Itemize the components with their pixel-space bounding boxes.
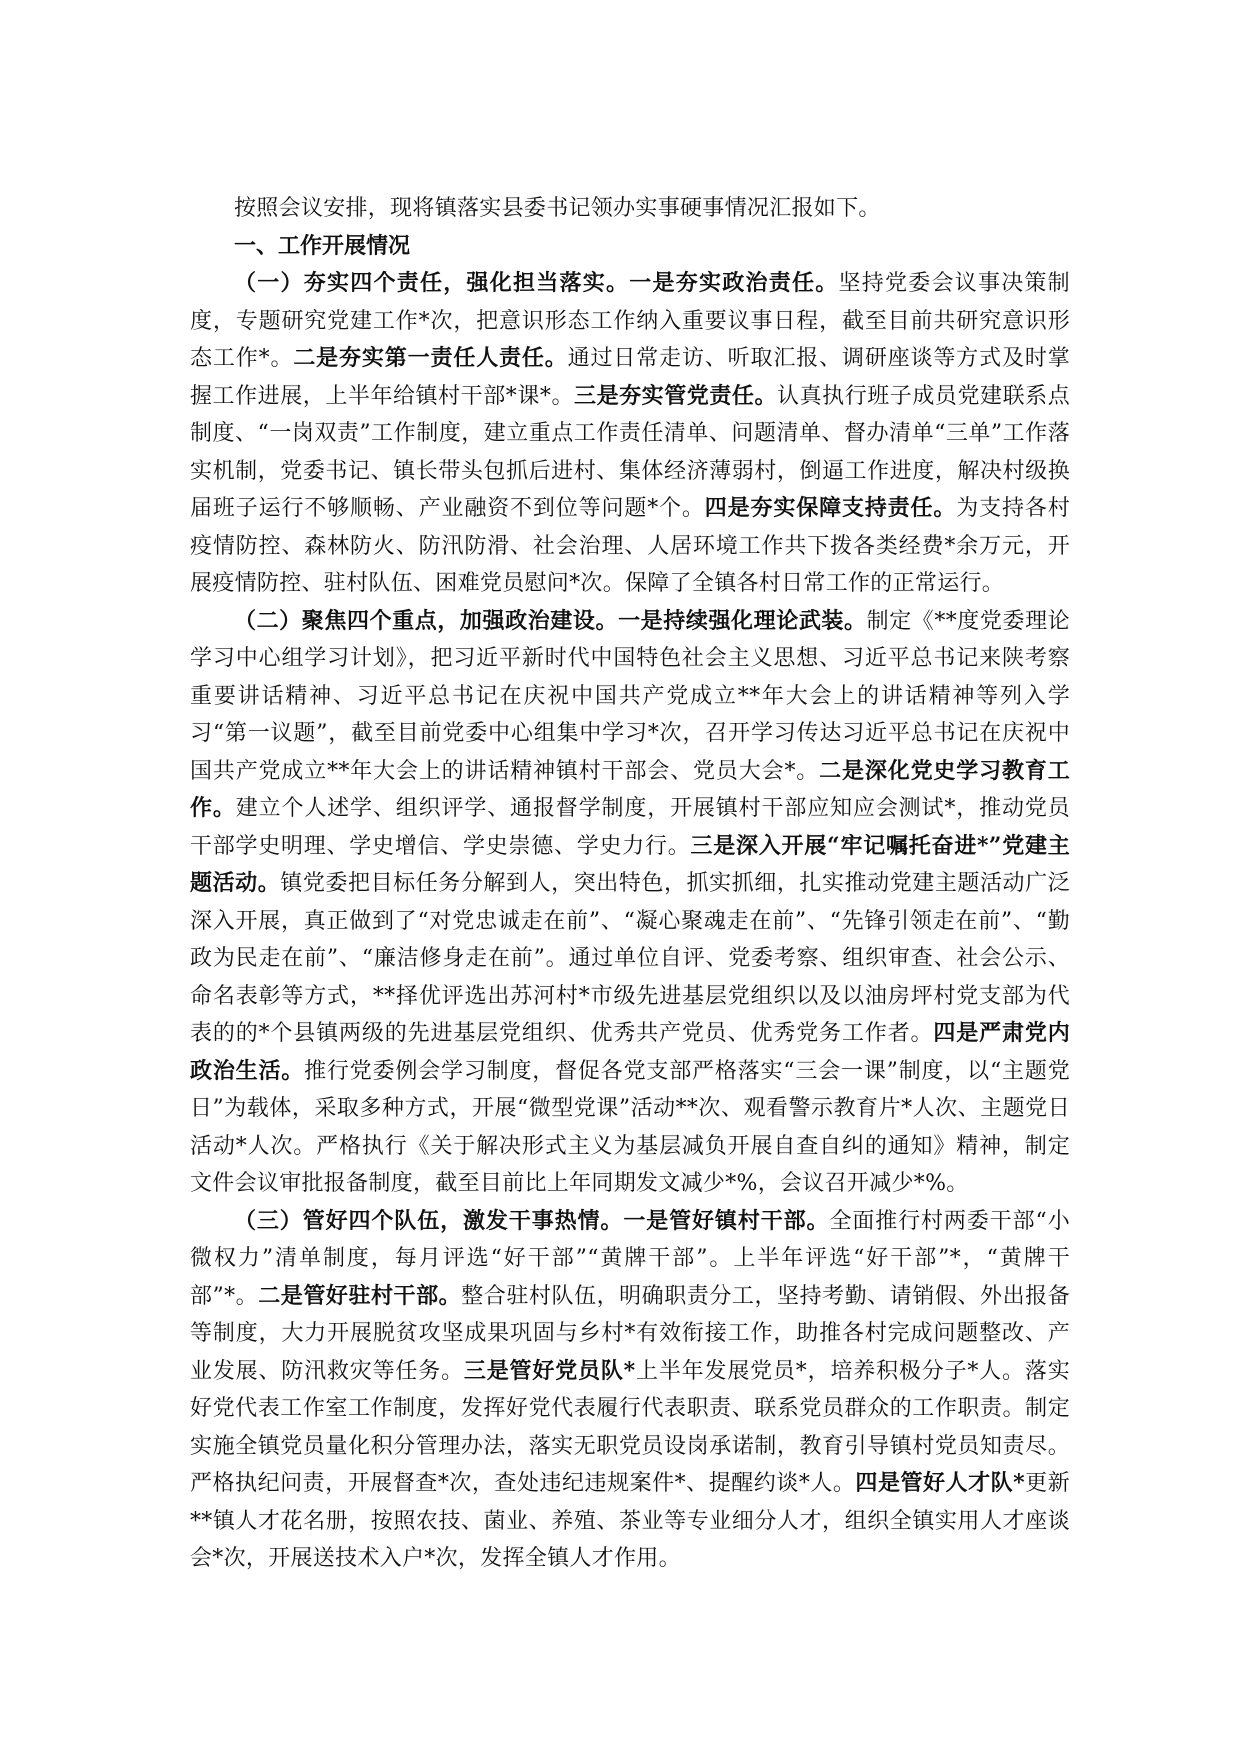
segment: （一）夯实四个责任，强化担当落实。 <box>234 270 630 296</box>
segment: 坚持党委会议事决策制度，专题研究党建工作*次，把意识形态工作纳入重要议事日程，截至目前共研究意识形态工作*。 <box>190 271 1070 371</box>
intro-paragraph: 按照会议安排，现将镇落实县委书记领办实事硬事情况汇报如下。 <box>234 196 881 221</box>
segment: 三是夯实管党责任。 <box>574 382 778 409</box>
segment: 四是管好人才队* <box>855 1470 1025 1496</box>
segment: 通过日常走访、听取汇报、调研座谈等方式及时掌握工作进展，上半年给镇村干部*课*。 <box>190 346 1070 409</box>
segment: 全面推行村两委干部“小微权力”清单制度，每月评选“好干部”“黄牌干部”。上半年评选“好干部”*，“黄牌干部”*。 <box>190 1208 1070 1309</box>
segment: 三是管好党员队* <box>463 1357 636 1384</box>
segment: 二是夯实第一责任人责任。 <box>293 345 568 371</box>
segment: 一是管好镇村干部。 <box>623 1207 830 1234</box>
segment: 制定《**度党委理论学习中心组学习计划》，把习近平新时代中国特色社会主义思想、习近平总书记来陕考察重要讲话精神、习近平总书记在庆祝中国共产党成立**年大会上的讲话精神等列入学习“第一议题”，截至目前党委中心组集中学习*次，召开学习传达习近平总书记在庆祝中国共产党成立**年大会上的讲话精神镇村干部会、党员大会*。 <box>190 608 1070 784</box>
segment: 一是夯实政治责任。 <box>629 270 839 296</box>
segment: （三）管好四个队伍，激发干事热情。 <box>234 1207 624 1234</box>
document-page <box>190 190 1070 1578</box>
segment: 二是深化党史学习教育工作。 <box>190 757 1070 821</box>
segment: 认真执行班子成员党建联系点制度、“一岗双责”工作制度，建立重点工作责任清单、问题清单、督办清单“三单”工作落实机制，党委书记、镇长带头包抓后进村、集体经济薄弱村，倒逼工作进度，解决村级换届班子运行不够顺畅、产业融资不到位等问题*个。 <box>190 383 1071 521</box>
segment: 推行党委例会学习制度，督促各党支部严格落实“三会一课”制度，以“主题党日”为载体，采取多种方式，开展“微型党课”活动**次、观看警示教育片*人次、主题党日活动*人次。严格执行《关于解决形式主义为基层减负开展自查自纠的通知》精神，制定文件会议审批报备制度，截至目前比上年同期发文减少*%，会议召开减少*%。 <box>190 1058 1070 1196</box>
paragraph-four-teams <box>190 1203 1070 1578</box>
segment: 上半年发展党员*，培养积极分子*人。落实好党代表工作室工作制度，发挥好党代表履行代表职责、联系党员群众的工作职责。制定实施全镇党员量化积分管理办法，落实无职党员设岗承诺制，教育引导镇村党员知责尽。严格执纪问责，开展督查*次，查处违纪违规案件*、提醒约谈*人。 <box>190 1358 1070 1496</box>
segment: 为支持各村疫情防控、森林防火、防汛防滑、社会治理、人居环境工作共下拨各类经费*余万元，开展疫情防控、驻村队伍、困难党员慰问*次。保障了全镇各村日常工作的正常运行。 <box>190 496 1070 596</box>
segment: 更新**镇人才花名册，按照农技、菌业、养殖、茶业等专业细分人才，组织全镇实用人才座谈会*次，开展送技术入户*次，发挥全镇人才作用。 <box>190 1471 1070 1571</box>
segment: 一是持续强化理论武装。 <box>618 607 867 634</box>
segment: 建立个人述学、组织评学、通报督学制度，开展镇村干部应知应会测试*，推动党员干部学史明理、学史增信、学史崇德、学史力行。 <box>190 796 1070 859</box>
paragraph-responsibilities <box>190 265 1070 603</box>
paragraph-political-building <box>190 603 1070 1203</box>
segment: （二）聚焦四个重点，加强政治建设。 <box>234 607 619 634</box>
segment: 四是严肃党内政治生活。 <box>190 1020 1070 1084</box>
segment: 二是管好驻村干部。 <box>258 1282 462 1309</box>
segment: 镇党委把目标任务分解到人，突出特色，抓实抓细，扎实推动党建主题活动广泛深入开展，真正做到了“对党忠诚走在前”、“凝心聚魂走在前”、“先锋引领走在前”、“勤政为民走在前”、“廉洁修身走在前”。通过单位自评、党委考察、组织审查、社会公示、命名表彰等方式，**择优评选出苏河村*市级先进基层党组织以及以油房坪村党支部为代表的的*个县镇两级的先进基层党组织、优秀共产党员、优秀党务工作者。 <box>190 871 1070 1046</box>
segment: 三是深入开展“牢记嘱托奋进*”党建主题活动。 <box>190 832 1070 896</box>
section-heading: 一、工作开展情况 <box>234 232 411 259</box>
segment: 整合驻村队伍，明确职责分工，坚持考勤、请销假、外出报备等制度，大力开展脱贫攻坚成果巩固与乡村*有效衔接工作，助推各村完成问题整改、产业发展、防汛救灾等任务。 <box>190 1283 1070 1384</box>
segment: 四是夯实保障支持责任。 <box>704 495 957 521</box>
